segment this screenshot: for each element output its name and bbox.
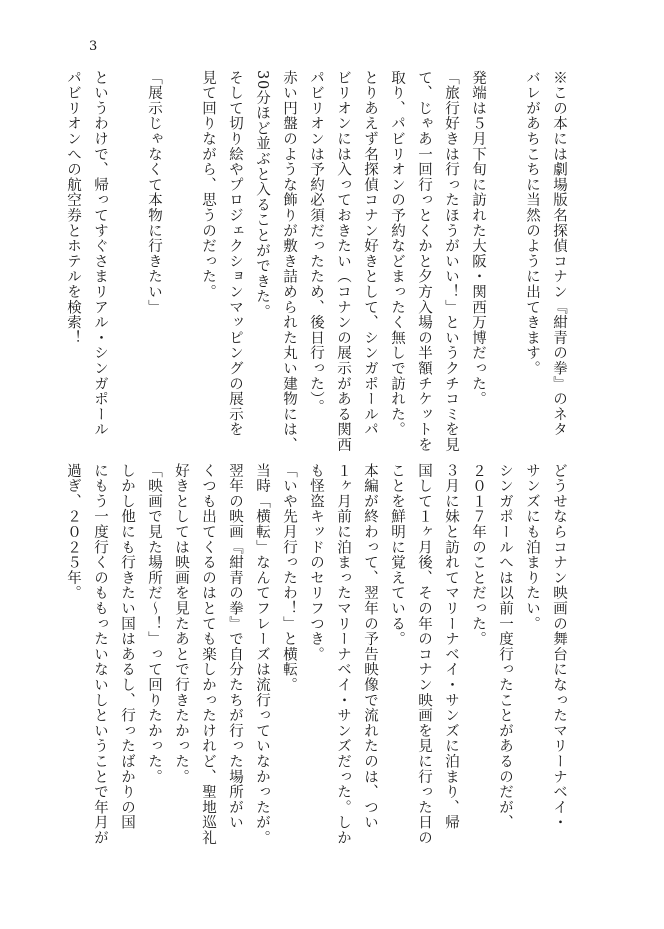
text-line: 見て回りながら、思うのだった。 <box>200 70 216 300</box>
text-line: というわけで、帰ってすぐさまリアル・シンガポール <box>92 70 108 438</box>
text-line: にもう一度行くのももったいないしということで年月が <box>92 463 108 846</box>
text-line: サンズにも泊まりたい。 <box>524 463 540 632</box>
text-line: 好きとしては映画を見たあとで行きたかった。 <box>173 463 189 785</box>
text-line: 翌年の映画『紺青の拳』で自分たちが行った場所がい <box>227 463 243 831</box>
text-line: 当時「横転」なんてフレーズは流行っていなかったが。 <box>254 463 270 846</box>
text-line: シンガポールへは以前一度行ったことがあるのだが、 <box>497 463 513 831</box>
lower-text-block <box>65 463 572 846</box>
text-line: ことを鮮明に覚えている。 <box>389 463 405 647</box>
text-line: 本編が終わって、翌年の予告映像で流れたのは、つい <box>362 463 378 831</box>
text-line: 30分ほど並ぶと入ることができた。 <box>254 70 270 320</box>
text-line: 国して１ヶ月後、その年のコナン映画を見に行った日の <box>416 463 432 846</box>
blank-line <box>491 70 518 440</box>
text-line: パビリオンは予約必須だったため、後日行った）。 <box>308 70 324 415</box>
text-line: 「いや先月行ったわ！」と横転。 <box>281 463 297 693</box>
upper-text-block <box>65 70 572 453</box>
text-line: ※この本には劇場版名探偵コナン『紺青の拳』のネタ <box>551 70 567 438</box>
text-line: て、じゃあ一回行っとくかと夕方入場の半額チケットを <box>416 70 432 453</box>
text-line: どうせならコナン映画の舞台になったマリーナベイ・ <box>551 463 567 831</box>
page-number: 3 <box>89 39 98 54</box>
text-line: 赤い円盤のような飾りが敷き詰められた丸い建物には、 <box>281 70 297 453</box>
text-line: 「展示じゃなくて本物に行きたい」 <box>146 70 162 315</box>
text-line: ３月に妹と訪れてマリーナベイ・サンズに泊まり、帰 <box>443 463 459 831</box>
text-line: バレがあちこちに当然のように出てきます。 <box>524 70 540 376</box>
text-line: くつも出てくるのはとても楽しかったけれど、聖地巡礼 <box>200 463 216 846</box>
text-line: 過ぎ、２０２５年。 <box>65 463 81 601</box>
text-line: そして切り絵やプロジェクションマッピングの展示を <box>227 70 243 438</box>
text-line: 発端は５月下旬に訪れた大阪・関西万博だった。 <box>470 70 486 407</box>
text-line: パビリオンへの航空券とホテルを検索！ <box>65 70 81 346</box>
text-line: しかし他にも行きたい国はあるし、行ったばかりの国 <box>119 463 135 831</box>
blank-line <box>113 70 140 440</box>
text-line: とりあえず名探偵コナン好きとして、シンガポールパ <box>362 70 378 438</box>
text-line: １ヶ月前に泊まったマリーナベイ・サンズだった。しか <box>335 463 351 846</box>
text-line: ビリオンには入っておきたい（コナンの展示がある関西 <box>335 70 351 453</box>
text-line: 取り、パビリオンの予約などまったく無しで訪れた。 <box>389 70 405 438</box>
text-line: 「旅行好きは行ったほうがいい！」というクチコミを見 <box>443 70 459 453</box>
text-line: ２０１７年のことだった。 <box>470 463 486 647</box>
text-line: 「映画で見た場所だ〜！」って回りたかった。 <box>146 463 162 785</box>
text-line: も怪盗キッドのセリフつき。 <box>308 463 324 662</box>
blank-line <box>167 70 194 440</box>
